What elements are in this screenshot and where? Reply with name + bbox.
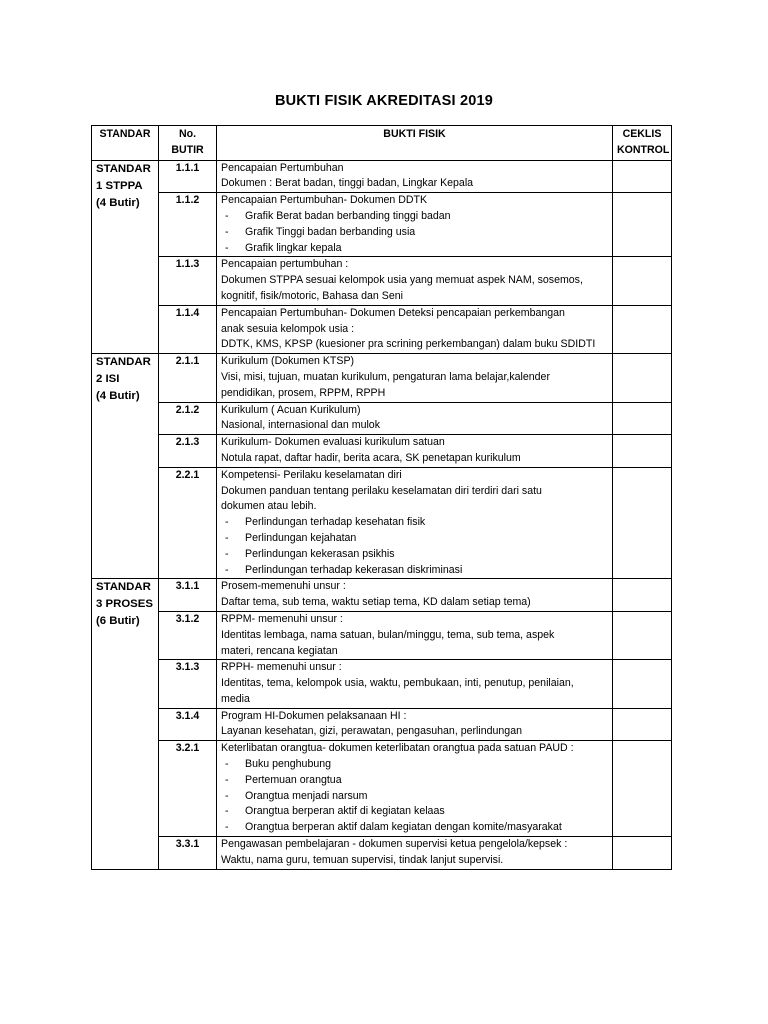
evidence-bullet-item	[221, 547, 608, 563]
evidence-text-line: kognitif, fisik/motoric, Bahasa dan Seni	[221, 289, 403, 302]
evidence-text-line: Identitas, tema, kelompok usia, waktu, pembukaan, inti, penutup, penilaian,	[221, 677, 574, 690]
bullet-dash: -	[225, 209, 229, 222]
header-bukti-fisik: BUKTI FISIK	[217, 126, 613, 161]
butir-number: 1.1.3	[159, 257, 217, 305]
evidence-text-line: Pencapaian Pertumbuhan	[221, 161, 344, 174]
bukti-fisik-cell	[217, 193, 613, 257]
evidence-bullet-item	[221, 820, 608, 836]
bukti-fisik-cell	[217, 660, 613, 708]
bullet-dash: -	[225, 773, 229, 786]
table-row	[92, 257, 672, 305]
ceklis-kontrol-cell[interactable]	[613, 467, 672, 579]
table-row	[92, 160, 672, 193]
standar-label-line: 3 PROSES	[96, 598, 153, 611]
butir-number: 3.1.2	[159, 611, 217, 659]
bukti-fisik-cell	[217, 708, 613, 741]
table-row	[92, 660, 672, 708]
table-header-row	[92, 126, 672, 161]
bullet-dash: -	[225, 805, 229, 818]
ceklis-kontrol-cell[interactable]	[613, 354, 672, 402]
evidence-text-line: Kurikulum ( Acuan Kurikulum)	[221, 403, 361, 416]
bukti-fisik-cell	[217, 741, 613, 837]
evidence-text-line: Layanan kesehatan, gizi, perawatan, pengasuhan, perlindungan	[221, 725, 522, 738]
ceklis-kontrol-cell[interactable]	[613, 579, 672, 612]
evidence-text-line: Kurikulum (Dokumen KTSP)	[221, 355, 355, 368]
bullet-dash: -	[225, 241, 229, 254]
evidence-bullet-item	[221, 515, 608, 531]
butir-number: 2.1.2	[159, 402, 217, 435]
table-row	[92, 611, 672, 659]
evidence-bullet-item	[221, 804, 608, 820]
bullet-dash: -	[225, 225, 229, 238]
ceklis-kontrol-cell[interactable]	[613, 660, 672, 708]
bukti-fisik-cell	[217, 579, 613, 612]
table-row	[92, 193, 672, 257]
table-row	[92, 435, 672, 468]
table-row	[92, 467, 672, 579]
standar-label-line: STANDAR	[96, 581, 151, 594]
document-title: BUKTI FISIK AKREDITASI 2019	[274, 93, 494, 109]
evidence-bullet-item	[221, 789, 608, 805]
table-row	[92, 741, 672, 837]
bukti-fisik-cell	[217, 467, 613, 579]
ceklis-kontrol-cell[interactable]	[613, 193, 672, 257]
evidence-text-line: Dokumen panduan tentang perilaku keselamatan diri terdiri dari satu	[221, 484, 542, 497]
ceklis-kontrol-cell[interactable]	[613, 611, 672, 659]
bullet-dash: -	[225, 758, 229, 771]
ceklis-kontrol-cell[interactable]	[613, 837, 672, 870]
bullet-text: Perlindungan kejahatan	[245, 531, 357, 544]
ceklis-kontrol-cell[interactable]	[613, 435, 672, 468]
butir-number: 3.1.1	[159, 579, 217, 612]
evidence-text-line: Identitas lembaga, nama satuan, bulan/minggu, tema, sub tema, aspek	[221, 628, 555, 641]
standar-cell	[92, 579, 159, 869]
header-no-butir	[159, 126, 217, 161]
ceklis-kontrol-cell[interactable]	[613, 402, 672, 435]
evidence-bullet-item	[221, 225, 608, 241]
evidence-text-line: dokumen atau lebih.	[221, 500, 317, 513]
header-no-line: No.	[178, 128, 197, 140]
standar-label-line: 2 ISI	[96, 373, 120, 386]
bullet-dash: -	[225, 789, 229, 802]
evidence-bullet-item	[221, 773, 608, 789]
standar-label-line: (6 Butir)	[96, 615, 140, 628]
butir-number: 1.1.2	[159, 193, 217, 257]
butir-number: 3.2.1	[159, 741, 217, 837]
butir-number: 2.1.3	[159, 435, 217, 468]
header-butir-line: BUTIR	[171, 143, 204, 156]
table-row	[92, 402, 672, 435]
evidence-text-line: RPPM- memenuhi unsur :	[221, 612, 343, 625]
butir-number: 2.1.1	[159, 354, 217, 402]
table-row	[92, 837, 672, 870]
evidence-bullet-item	[221, 563, 608, 579]
evidence-table	[91, 125, 672, 870]
table-row	[92, 305, 672, 353]
standar-cell	[92, 160, 159, 354]
butir-number: 3.3.1	[159, 837, 217, 870]
butir-number: 1.1.1	[159, 160, 217, 193]
evidence-text-line: DDTK, KMS, KPSP (kuesioner pra scrining perkembangan) dalam buku SDIDTI	[221, 338, 596, 351]
standar-cell	[92, 354, 159, 579]
bukti-fisik-cell	[217, 435, 613, 468]
evidence-text-line: Prosem-memenuhi unsur :	[221, 580, 346, 593]
bukti-fisik-cell	[217, 257, 613, 305]
bullet-text: Grafik Tinggi badan berbanding usia	[245, 225, 416, 238]
evidence-text-line: Notula rapat, daftar hadir, berita acara, SK penetapan kurikulum	[221, 451, 521, 464]
evidence-bullet-item	[221, 241, 608, 257]
bullet-text: Perlindungan terhadap kekerasan diskriminasi	[245, 563, 463, 576]
evidence-text-line: Pencapaian pertumbuhan :	[221, 258, 349, 271]
ceklis-kontrol-cell[interactable]	[613, 741, 672, 837]
bullet-text: Perlindungan kekerasan psikhis	[245, 547, 395, 560]
ceklis-kontrol-cell[interactable]	[613, 305, 672, 353]
evidence-bullet-item	[221, 531, 608, 547]
evidence-text-line: Pencapaian Pertumbuhan- Dokumen Deteksi pencapaian perkembangan	[221, 306, 565, 319]
evidence-text-line: media	[221, 692, 250, 705]
bullet-dash: -	[225, 531, 229, 544]
bullet-text: Perlindungan terhadap kesehatan fisik	[245, 516, 426, 529]
evidence-text-line: Visi, misi, tujuan, muatan kurikulum, pengaturan lama belajar,kalender	[221, 370, 550, 383]
bukti-fisik-cell	[217, 354, 613, 402]
table-body	[92, 160, 672, 869]
evidence-bullet-item	[221, 209, 608, 225]
bullet-text: Orangtua menjadi narsum	[245, 789, 368, 802]
bullet-dash: -	[225, 516, 229, 529]
evidence-text-line: Waktu, nama guru, temuan supervisi, tindak lanjut supervisi.	[221, 853, 504, 866]
butir-number: 3.1.3	[159, 660, 217, 708]
evidence-text-line: Dokumen : Berat badan, tinggi badan, Lingkar Kepala	[221, 177, 474, 190]
evidence-text-line: Pengawasan pembelajaran - dokumen supervisi ketua pengelola/kepsek :	[221, 838, 568, 851]
bullet-text: Orangtua berperan aktif di kegiatan kelaas	[245, 805, 445, 818]
bullet-dash: -	[225, 547, 229, 560]
evidence-text-line: Program HI-Dokumen pelaksanaan HI :	[221, 709, 407, 722]
bukti-fisik-cell	[217, 611, 613, 659]
standar-label-line: STANDAR	[96, 356, 151, 369]
ceklis-kontrol-cell[interactable]	[613, 257, 672, 305]
header-standar: STANDAR	[92, 126, 159, 161]
evidence-text-line: Nasional, internasional dan mulok	[221, 419, 380, 432]
bullet-text: Orangtua berperan aktif dalam kegiatan dengan komite/masyarakat	[245, 821, 562, 834]
evidence-text-line: anak sesuia kelompok usia :	[221, 322, 355, 335]
ceklis-kontrol-cell[interactable]	[613, 160, 672, 193]
bullet-text: Pertemuan orangtua	[245, 773, 342, 786]
table-row	[92, 579, 672, 612]
header-ceklis-line: CEKLIS	[622, 128, 662, 140]
bukti-fisik-cell	[217, 402, 613, 435]
butir-number: 3.1.4	[159, 708, 217, 741]
butir-number: 1.1.4	[159, 305, 217, 353]
bullet-text: Grafik Berat badan berbanding tinggi badan	[245, 209, 451, 222]
evidence-text-line: Daftar tema, sub tema, waktu setiap tema, KD dalam setiap tema)	[221, 596, 531, 609]
evidence-text-line: Pencapaian Pertumbuhan- Dokumen DDTK	[221, 194, 428, 207]
evidence-text-line: Keterlibatan orangtua- dokumen keterlibatan orangtua pada satuan PAUD :	[221, 742, 574, 755]
bullet-dash: -	[225, 821, 229, 834]
evidence-text-line: Dokumen STPPA sesuai kelompok usia yang memuat aspek NAM, sosemos,	[221, 274, 583, 287]
standar-label-line: 1 STPPA	[96, 179, 143, 192]
bullet-dash: -	[225, 563, 229, 576]
table-row	[92, 354, 672, 402]
standar-label-line: STANDAR	[96, 162, 151, 175]
butir-number: 2.2.1	[159, 467, 217, 579]
evidence-text-line: RPPH- memenuhi unsur :	[221, 661, 342, 674]
header-kontrol-line: KONTROL	[617, 143, 670, 156]
standar-label-line: (4 Butir)	[96, 390, 140, 403]
ceklis-kontrol-cell[interactable]	[613, 708, 672, 741]
bukti-fisik-cell	[217, 305, 613, 353]
evidence-text-line: Kurikulum- Dokumen evaluasi kurikulum satuan	[221, 436, 445, 449]
standar-label-line: (4 Butir)	[96, 196, 140, 209]
bullet-text: Grafik lingkar kepala	[245, 241, 342, 254]
bullet-text: Buku penghubung	[245, 758, 332, 771]
evidence-text-line: materi, rencana kegiatan	[221, 644, 338, 657]
bukti-fisik-cell	[217, 837, 613, 870]
table-row	[92, 708, 672, 741]
header-ceklis-kontrol	[613, 126, 672, 161]
bukti-fisik-cell	[217, 160, 613, 193]
evidence-text-line: pendidikan, prosem, RPPM, RPPH	[221, 386, 386, 399]
evidence-bullet-item	[221, 757, 608, 773]
evidence-text-line: Kompetensi- Perilaku keselamatan diri	[221, 468, 402, 481]
